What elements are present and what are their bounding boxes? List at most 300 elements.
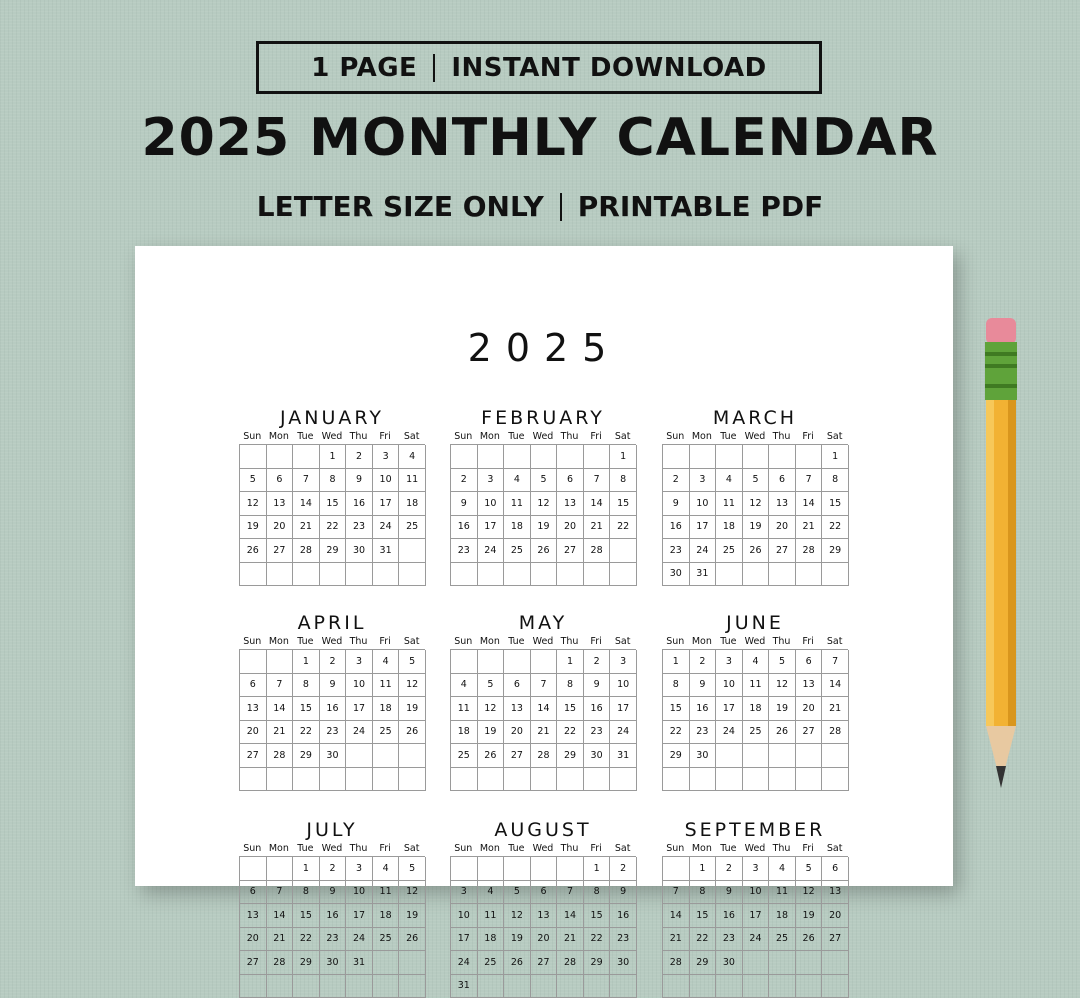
day-cell [267,857,294,881]
weekday-label: Fri [583,635,610,649]
day-cell: 4 [373,650,400,674]
day-cell [346,563,373,587]
day-cell [346,975,373,998]
day-cell: 3 [346,857,373,881]
weekday-header [450,842,636,856]
day-cell: 29 [690,951,717,975]
day-cell [504,857,531,881]
day-cell [769,975,796,998]
day-cell: 26 [769,721,796,745]
day-cell: 2 [320,857,347,881]
day-cell: 20 [557,516,584,540]
day-cell [399,744,426,768]
day-cell: 7 [267,881,294,905]
day-cell: 25 [373,928,400,952]
day-cell: 20 [531,928,558,952]
month-may [450,611,636,791]
day-grid [662,649,848,791]
day-cell [399,563,426,587]
day-cell [663,768,690,792]
day-cell: 16 [320,904,347,928]
day-cell: 25 [478,951,505,975]
main-title: 2025 MONTHLY CALENDAR [0,108,1080,168]
day-cell: 19 [399,697,426,721]
weekday-label: Wed [742,430,769,444]
weekday-label: Sun [239,430,266,444]
day-cell: 13 [822,881,849,905]
day-cell: 30 [320,951,347,975]
day-cell: 25 [743,721,770,745]
day-cell: 6 [557,469,584,493]
day-cell: 12 [399,674,426,698]
weekday-label: Thu [345,635,372,649]
day-cell: 23 [716,928,743,952]
day-cell: 9 [610,881,637,905]
day-cell [267,563,294,587]
month-name: JULY [239,818,425,842]
day-cell [451,445,478,469]
day-cell: 14 [267,904,294,928]
day-cell: 5 [796,857,823,881]
day-cell: 13 [769,492,796,516]
day-cell: 8 [557,674,584,698]
day-cell: 19 [478,721,505,745]
day-cell: 17 [743,904,770,928]
day-cell: 2 [584,650,611,674]
day-cell: 19 [531,516,558,540]
day-cell [716,563,743,587]
day-cell: 15 [293,904,320,928]
month-name: JANUARY [239,406,425,430]
day-cell: 13 [504,697,531,721]
day-cell [531,650,558,674]
day-cell: 12 [399,881,426,905]
day-cell: 8 [610,469,637,493]
day-cell: 3 [478,469,505,493]
day-cell: 28 [796,539,823,563]
day-cell [267,650,294,674]
day-cell: 15 [663,697,690,721]
day-cell [796,445,823,469]
day-cell: 18 [716,516,743,540]
day-cell: 6 [240,674,267,698]
day-cell [769,563,796,587]
weekday-label: Thu [556,430,583,444]
day-cell: 13 [240,697,267,721]
day-cell: 22 [293,721,320,745]
day-cell: 20 [822,904,849,928]
day-cell: 5 [478,674,505,698]
weekday-label: Sat [821,635,848,649]
weekday-label: Thu [345,842,372,856]
weekday-label: Mon [266,430,293,444]
day-cell: 8 [663,674,690,698]
day-cell: 17 [690,516,717,540]
day-cell: 19 [504,928,531,952]
day-cell: 13 [557,492,584,516]
day-cell: 25 [451,744,478,768]
day-cell: 1 [557,650,584,674]
day-cell: 17 [451,928,478,952]
day-cell: 17 [478,516,505,540]
day-cell: 18 [373,904,400,928]
weekday-header [662,842,848,856]
day-cell: 16 [663,516,690,540]
day-cell [769,951,796,975]
day-cell [320,975,347,998]
day-cell: 16 [716,904,743,928]
day-cell [267,445,294,469]
day-cell: 14 [557,904,584,928]
day-cell: 19 [769,697,796,721]
day-cell: 6 [531,881,558,905]
weekday-label: Mon [689,842,716,856]
day-cell: 26 [743,539,770,563]
day-grid [450,856,636,998]
day-cell: 27 [240,951,267,975]
day-cell: 14 [822,674,849,698]
weekday-label: Tue [503,430,530,444]
day-cell: 18 [478,928,505,952]
day-cell [796,744,823,768]
day-cell: 29 [557,744,584,768]
day-cell [610,539,637,563]
day-cell: 27 [240,744,267,768]
weekday-label: Fri [795,842,822,856]
weekday-label: Sat [398,430,425,444]
day-cell: 16 [690,697,717,721]
day-cell [584,768,611,792]
day-cell: 2 [451,469,478,493]
day-cell: 2 [320,650,347,674]
day-cell: 7 [267,674,294,698]
banner-top-right: INSTANT DOWNLOAD [451,53,766,83]
day-cell [610,768,637,792]
day-cell: 6 [822,857,849,881]
month-september [662,818,848,998]
day-cell: 9 [320,881,347,905]
day-cell: 12 [531,492,558,516]
weekday-label: Fri [795,430,822,444]
day-cell: 12 [796,881,823,905]
day-cell [504,650,531,674]
day-cell [663,975,690,998]
month-june [662,611,848,791]
day-cell: 5 [504,881,531,905]
weekday-label: Sun [239,635,266,649]
day-cell [557,768,584,792]
weekday-header [239,430,425,444]
day-cell: 12 [769,674,796,698]
day-grid [239,444,425,586]
day-cell: 1 [584,857,611,881]
day-cell: 22 [320,516,347,540]
day-cell: 3 [451,881,478,905]
weekday-label: Sun [450,635,477,649]
day-cell: 30 [346,539,373,563]
day-cell: 30 [663,563,690,587]
weekday-label: Mon [689,430,716,444]
day-cell [822,768,849,792]
day-cell [663,445,690,469]
day-cell: 1 [690,857,717,881]
day-cell: 10 [478,492,505,516]
day-cell: 21 [531,721,558,745]
day-cell [743,951,770,975]
day-cell: 5 [743,469,770,493]
day-cell: 23 [320,928,347,952]
day-cell: 3 [610,650,637,674]
day-cell: 17 [716,697,743,721]
day-cell: 25 [716,539,743,563]
day-cell [373,951,400,975]
day-cell: 23 [610,928,637,952]
calendar-page [135,246,953,886]
day-cell: 30 [584,744,611,768]
day-cell: 6 [267,469,294,493]
day-cell: 21 [557,928,584,952]
day-cell: 21 [663,928,690,952]
weekday-label: Mon [266,635,293,649]
day-cell [504,445,531,469]
day-cell [320,563,347,587]
day-cell [504,975,531,998]
day-grid [239,649,425,791]
weekday-label: Fri [372,430,399,444]
day-cell [584,563,611,587]
day-cell [451,650,478,674]
month-april [239,611,425,791]
day-cell: 26 [399,721,426,745]
day-cell: 19 [743,516,770,540]
day-cell: 19 [796,904,823,928]
weekday-label: Tue [715,635,742,649]
day-cell: 18 [504,516,531,540]
day-cell [399,951,426,975]
day-cell [557,857,584,881]
day-cell [716,744,743,768]
day-cell [346,768,373,792]
day-cell: 7 [293,469,320,493]
day-cell: 5 [399,857,426,881]
day-cell: 11 [769,881,796,905]
day-cell: 28 [293,539,320,563]
day-cell: 4 [504,469,531,493]
day-cell [743,563,770,587]
month-march [662,406,848,586]
weekday-label: Thu [768,430,795,444]
day-cell: 6 [504,674,531,698]
day-cell: 28 [531,744,558,768]
day-cell: 21 [267,928,294,952]
day-cell [531,563,558,587]
day-cell: 20 [267,516,294,540]
day-cell [373,744,400,768]
day-cell: 27 [531,951,558,975]
day-cell: 25 [769,928,796,952]
day-cell: 22 [293,928,320,952]
weekday-label: Thu [556,842,583,856]
day-cell: 1 [610,445,637,469]
weekday-label: Sat [398,842,425,856]
day-cell [796,563,823,587]
day-cell: 21 [267,721,294,745]
day-cell: 30 [690,744,717,768]
day-cell [320,768,347,792]
day-cell: 8 [822,469,849,493]
day-cell [240,650,267,674]
day-cell [557,563,584,587]
day-cell: 15 [584,904,611,928]
day-cell: 31 [610,744,637,768]
day-cell: 18 [451,721,478,745]
weekday-header [450,635,636,649]
weekday-label: Fri [372,842,399,856]
day-cell: 16 [451,516,478,540]
day-cell [557,445,584,469]
day-cell: 3 [743,857,770,881]
day-cell: 15 [610,492,637,516]
weekday-label: Sat [398,635,425,649]
day-cell: 12 [743,492,770,516]
day-cell: 9 [451,492,478,516]
day-cell: 27 [822,928,849,952]
day-cell: 10 [743,881,770,905]
day-cell: 10 [346,881,373,905]
day-cell: 28 [663,951,690,975]
day-cell: 7 [557,881,584,905]
weekday-label: Wed [319,635,346,649]
weekday-label: Sat [609,430,636,444]
weekday-label: Tue [292,842,319,856]
day-cell: 31 [451,975,478,998]
day-cell: 29 [320,539,347,563]
day-cell: 24 [743,928,770,952]
day-cell: 14 [293,492,320,516]
day-cell [743,744,770,768]
day-cell: 17 [610,697,637,721]
day-cell: 25 [504,539,531,563]
day-cell: 2 [346,445,373,469]
day-cell: 7 [796,469,823,493]
month-name: SEPTEMBER [662,818,848,842]
weekday-label: Sun [239,842,266,856]
day-cell: 19 [240,516,267,540]
day-cell: 18 [373,697,400,721]
day-cell: 8 [320,469,347,493]
day-cell: 13 [240,904,267,928]
month-july [239,818,425,998]
day-cell: 11 [743,674,770,698]
day-cell: 11 [451,697,478,721]
month-january [239,406,425,586]
day-cell: 1 [293,857,320,881]
day-cell: 13 [796,674,823,698]
day-cell [531,857,558,881]
day-cell: 4 [373,857,400,881]
day-cell [373,768,400,792]
day-cell: 30 [610,951,637,975]
day-cell: 5 [531,469,558,493]
day-cell: 20 [769,516,796,540]
weekday-label: Fri [795,635,822,649]
day-cell: 15 [320,492,347,516]
weekday-label: Wed [530,430,557,444]
day-cell [743,445,770,469]
day-cell: 2 [663,469,690,493]
day-cell [584,975,611,998]
day-cell: 14 [584,492,611,516]
day-cell [399,768,426,792]
day-cell: 2 [690,650,717,674]
day-cell: 11 [478,904,505,928]
day-cell: 29 [822,539,849,563]
weekday-label: Sun [450,430,477,444]
day-cell: 16 [584,697,611,721]
day-cell: 22 [663,721,690,745]
day-cell: 24 [690,539,717,563]
day-cell: 1 [663,650,690,674]
day-cell: 16 [610,904,637,928]
day-cell: 31 [373,539,400,563]
day-cell: 4 [399,445,426,469]
day-cell [478,650,505,674]
day-cell [478,768,505,792]
weekday-label: Sun [450,842,477,856]
day-cell: 10 [610,674,637,698]
day-cell: 10 [346,674,373,698]
day-cell: 18 [743,697,770,721]
day-cell [240,563,267,587]
day-cell: 29 [584,951,611,975]
day-cell: 8 [690,881,717,905]
day-cell: 28 [822,721,849,745]
day-cell: 13 [531,904,558,928]
day-cell: 5 [240,469,267,493]
day-cell: 28 [267,744,294,768]
weekday-header [450,430,636,444]
day-cell: 8 [293,674,320,698]
day-cell: 9 [716,881,743,905]
day-cell [373,975,400,998]
day-cell: 7 [531,674,558,698]
weekday-label: Mon [477,842,504,856]
day-cell: 19 [399,904,426,928]
subtitle-divider [560,193,562,221]
day-cell [822,951,849,975]
day-cell [267,768,294,792]
day-cell: 10 [373,469,400,493]
day-cell: 3 [716,650,743,674]
day-cell: 12 [504,904,531,928]
day-cell [293,768,320,792]
day-cell: 1 [320,445,347,469]
day-cell: 4 [451,674,478,698]
day-cell: 24 [373,516,400,540]
day-cell: 11 [399,469,426,493]
day-cell: 22 [610,516,637,540]
day-cell [716,445,743,469]
day-cell [478,563,505,587]
day-cell: 22 [557,721,584,745]
day-cell: 27 [796,721,823,745]
weekday-label: Wed [319,430,346,444]
day-cell: 27 [267,539,294,563]
day-cell: 24 [346,721,373,745]
day-cell: 28 [557,951,584,975]
day-cell [267,975,294,998]
weekday-label: Sun [662,635,689,649]
